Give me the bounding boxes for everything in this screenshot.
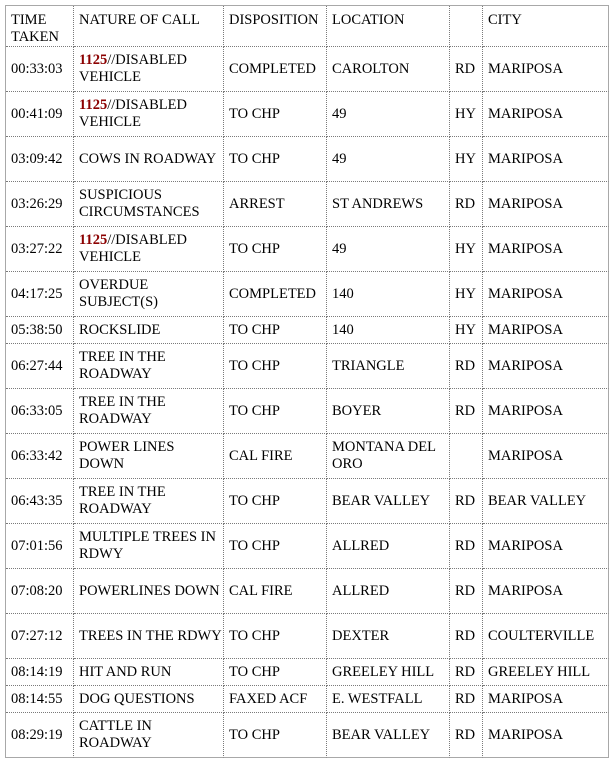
city-cell: GREELEY HILL — [483, 659, 609, 686]
suffix-cell: HY — [450, 227, 483, 272]
table-row — [6, 92, 609, 137]
location-cell: E. WESTFALL — [327, 686, 450, 713]
suffix-cell: RD — [450, 47, 483, 92]
time-cell: 06:33:05 — [6, 389, 74, 434]
location-cell: TRIANGLE — [327, 344, 450, 389]
nature-cell — [74, 686, 224, 713]
location-cell: ST ANDREWS — [327, 182, 450, 227]
header-city: CITY — [483, 6, 609, 47]
disposition-cell: CAL FIRE — [224, 434, 327, 479]
suffix-cell: RD — [450, 686, 483, 713]
suffix-cell: RD — [450, 713, 483, 758]
nature-text: TREE IN THE ROADWAY — [79, 349, 166, 382]
table-row — [6, 317, 609, 344]
suffix-cell: HY — [450, 272, 483, 317]
nature-text: POWERLINES DOWN — [79, 582, 220, 599]
nature-cell — [74, 713, 224, 758]
table-row — [6, 344, 609, 389]
city-cell: MARIPOSA — [483, 272, 609, 317]
table-row — [6, 614, 609, 659]
location-cell: 49 — [327, 92, 450, 137]
time-cell: 08:29:19 — [6, 713, 74, 758]
location-cell: CAROLTON — [327, 47, 450, 92]
suffix-cell: RD — [450, 569, 483, 614]
time-cell: 04:17:25 — [6, 272, 74, 317]
disposition-cell: TO CHP — [224, 92, 327, 137]
suffix-cell: RD — [450, 614, 483, 659]
location-cell: DEXTER — [327, 614, 450, 659]
location-cell: 49 — [327, 137, 450, 182]
location-cell: ALLRED — [327, 569, 450, 614]
nature-text: DOG QUESTIONS — [79, 690, 195, 707]
nature-cell — [74, 227, 224, 272]
table-row — [6, 686, 609, 713]
location-cell: BOYER — [327, 389, 450, 434]
nature-cell — [74, 569, 224, 614]
header-time: TIME TAKEN — [6, 6, 74, 47]
time-cell: 03:26:29 — [6, 182, 74, 227]
disposition-cell: TO CHP — [224, 317, 327, 344]
nature-text: ROCKSLIDE — [79, 321, 161, 338]
table-row — [6, 569, 609, 614]
table-row — [6, 434, 609, 479]
disposition-cell: TO CHP — [224, 524, 327, 569]
city-cell: MARIPOSA — [483, 137, 609, 182]
table-row — [6, 137, 609, 182]
city-cell: MARIPOSA — [483, 713, 609, 758]
suffix-cell — [450, 434, 483, 479]
location-cell: 140 — [327, 272, 450, 317]
time-cell: 05:38:50 — [6, 317, 74, 344]
city-cell: COULTERVILLE — [483, 614, 609, 659]
table-row — [6, 272, 609, 317]
suffix-cell: RD — [450, 659, 483, 686]
location-cell: GREELEY HILL — [327, 659, 450, 686]
disposition-cell: ARREST — [224, 182, 327, 227]
city-cell: MARIPOSA — [483, 317, 609, 344]
disposition-cell: TO CHP — [224, 614, 327, 659]
suffix-cell: RD — [450, 182, 483, 227]
nature-cell — [74, 479, 224, 524]
time-cell: 08:14:19 — [6, 659, 74, 686]
nature-text: OVERDUE SUBJECT(S) — [79, 277, 158, 310]
nature-text: SUSPICIOUS CIRCUMSTANCES — [79, 187, 200, 220]
time-cell: 07:08:20 — [6, 569, 74, 614]
nature-cell — [74, 317, 224, 344]
disposition-cell: TO CHP — [224, 344, 327, 389]
header-location: LOCATION — [327, 6, 450, 47]
table-row — [6, 182, 609, 227]
location-cell: MONTANA DEL ORO — [327, 434, 450, 479]
disposition-cell: TO CHP — [224, 479, 327, 524]
city-cell: MARIPOSA — [483, 569, 609, 614]
location-cell: 49 — [327, 227, 450, 272]
table-row — [6, 659, 609, 686]
table-row — [6, 479, 609, 524]
nature-cell — [74, 272, 224, 317]
disposition-cell: TO CHP — [224, 137, 327, 182]
nature-cell — [74, 47, 224, 92]
suffix-cell: HY — [450, 317, 483, 344]
nature-cell — [74, 434, 224, 479]
call-code: 1125 — [79, 232, 108, 248]
call-code: 1125 — [79, 97, 108, 113]
nature-text: TREE IN THE ROADWAY — [79, 394, 166, 427]
nature-text: //DISABLED VEHICLE — [79, 232, 187, 265]
disposition-cell: TO CHP — [224, 713, 327, 758]
location-cell: BEAR VALLEY — [327, 479, 450, 524]
nature-cell — [74, 524, 224, 569]
nature-cell — [74, 659, 224, 686]
city-cell: MARIPOSA — [483, 227, 609, 272]
nature-text: //DISABLED VEHICLE — [79, 97, 187, 130]
location-cell: ALLRED — [327, 524, 450, 569]
nature-text: POWER LINES DOWN — [79, 439, 175, 472]
city-cell: MARIPOSA — [483, 182, 609, 227]
time-cell: 00:41:09 — [6, 92, 74, 137]
nature-cell — [74, 389, 224, 434]
header-row — [6, 6, 609, 47]
disposition-cell: COMPLETED — [224, 272, 327, 317]
nature-cell — [74, 182, 224, 227]
disposition-cell: FAXED ACF — [224, 686, 327, 713]
disposition-cell: TO CHP — [224, 659, 327, 686]
table-row — [6, 47, 609, 92]
city-cell: MARIPOSA — [483, 434, 609, 479]
header-suffix — [450, 6, 483, 47]
header-nature: NATURE OF CALL — [74, 6, 224, 47]
time-cell: 07:01:56 — [6, 524, 74, 569]
time-cell: 07:27:12 — [6, 614, 74, 659]
header-disposition: DISPOSITION — [224, 6, 327, 47]
city-cell: MARIPOSA — [483, 686, 609, 713]
disposition-cell: TO CHP — [224, 227, 327, 272]
nature-cell — [74, 92, 224, 137]
disposition-cell: CAL FIRE — [224, 569, 327, 614]
disposition-cell: TO CHP — [224, 389, 327, 434]
nature-cell — [74, 137, 224, 182]
city-cell: MARIPOSA — [483, 47, 609, 92]
suffix-cell: RD — [450, 389, 483, 434]
location-cell: 140 — [327, 317, 450, 344]
table-row — [6, 713, 609, 758]
suffix-cell: HY — [450, 92, 483, 137]
time-cell: 03:27:22 — [6, 227, 74, 272]
city-cell: MARIPOSA — [483, 344, 609, 389]
time-cell: 06:33:42 — [6, 434, 74, 479]
time-cell: 06:43:35 — [6, 479, 74, 524]
location-cell: BEAR VALLEY — [327, 713, 450, 758]
table-row — [6, 389, 609, 434]
city-cell: MARIPOSA — [483, 389, 609, 434]
table-row — [6, 524, 609, 569]
time-cell: 08:14:55 — [6, 686, 74, 713]
nature-text: CATTLE IN ROADWAY — [79, 718, 152, 751]
disposition-cell: COMPLETED — [224, 47, 327, 92]
nature-text: TREES IN THE RDWY — [79, 627, 222, 644]
time-cell: 00:33:03 — [6, 47, 74, 92]
suffix-cell: RD — [450, 524, 483, 569]
city-cell: BEAR VALLEY — [483, 479, 609, 524]
table-row — [6, 227, 609, 272]
nature-cell — [74, 344, 224, 389]
nature-text: //DISABLED VEHICLE — [79, 52, 187, 85]
city-cell: MARIPOSA — [483, 524, 609, 569]
time-cell: 06:27:44 — [6, 344, 74, 389]
call-code: 1125 — [79, 52, 108, 68]
nature-text: COWS IN ROADWAY — [79, 150, 217, 167]
time-cell: 03:09:42 — [6, 137, 74, 182]
suffix-cell: RD — [450, 344, 483, 389]
city-cell: MARIPOSA — [483, 92, 609, 137]
nature-text: TREE IN THE ROADWAY — [79, 484, 166, 517]
suffix-cell: RD — [450, 479, 483, 524]
nature-text: MULTIPLE TREES IN RDWY — [79, 529, 216, 562]
nature-cell — [74, 614, 224, 659]
call-log-table — [5, 5, 609, 758]
nature-text: HIT AND RUN — [79, 663, 172, 680]
suffix-cell: HY — [450, 137, 483, 182]
